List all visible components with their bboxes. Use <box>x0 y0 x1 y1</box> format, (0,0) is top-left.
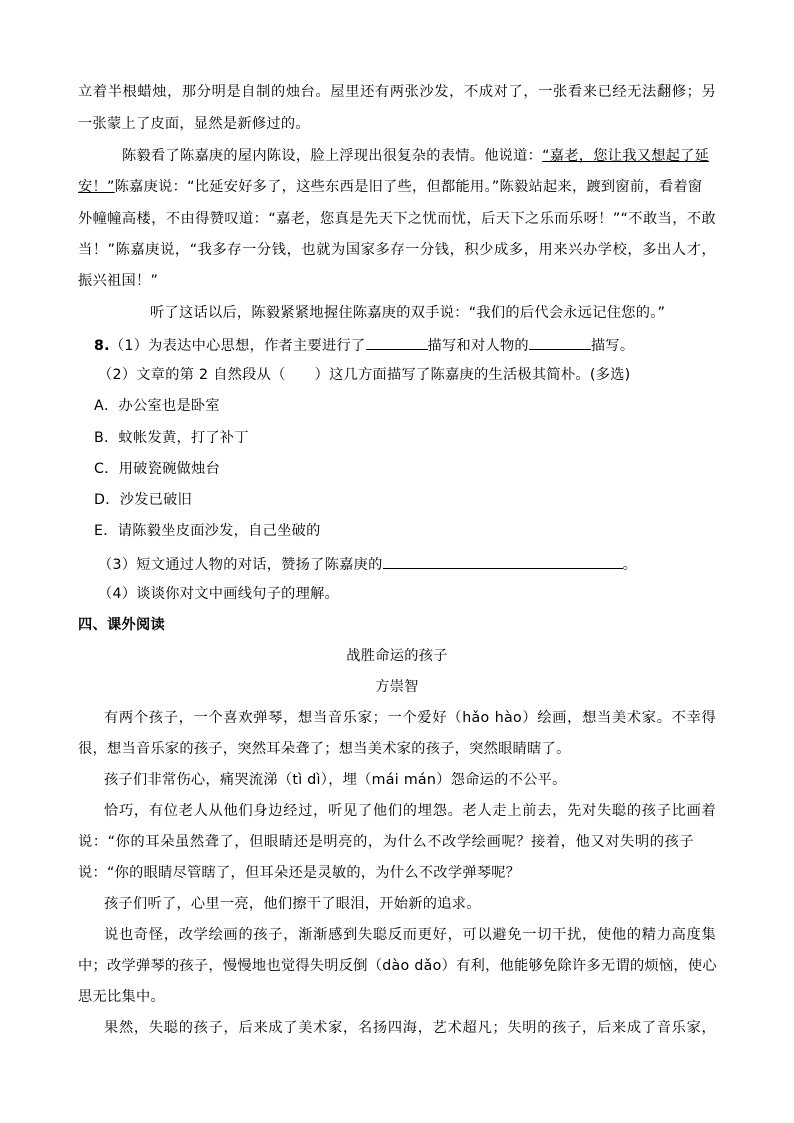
passage-title: 战胜命运的孩子 <box>346 648 448 664</box>
story-line: 振兴祖国！” <box>78 273 159 289</box>
passage-line: 中；改学弹琴的孩子，慢慢地也觉得失明反倒（dào dǎo）有利，他能够免除许多无谓的烦恼，使心 <box>78 958 717 974</box>
question-text: （3）短文通过人物的对话，赞扬了陈嘉庚的 <box>98 557 383 573</box>
passage-line: 果然，失聪的孩子，后来成了美术家，名扬四海，艺术超凡；失明的孩子，后来成了音乐家， <box>104 1020 716 1036</box>
question-text: 描写和对人物的 <box>427 338 529 354</box>
question-number: 8. <box>94 338 110 354</box>
story-line: 听了这话以后，陈毅紧紧地握住陈嘉庚的双手说：“我们的后代会永远记住您的。” <box>150 305 666 321</box>
story-line: 当！”陈嘉庚说，“我多存一分钱，也就为国家多存一分钱，积少成多，用来兴办学校，多出人才， <box>78 242 716 258</box>
question-text: （2）文章的第 2 自然段从（ ）这几方面描写了陈嘉庚的生活极其简朴。(多选) <box>98 367 631 383</box>
passage-line: 说：“你的眼睛尽管瞎了，但耳朵还是灵敏的，为什么不改学弹琴呢？ <box>78 865 521 881</box>
option-item[interactable]: B．蚊帐发黄，打了补丁 <box>94 430 249 446</box>
option-item[interactable]: E．请陈毅坐皮面沙发，自己坐破的 <box>94 523 321 539</box>
section-heading: 四、课外阅读 <box>78 617 165 633</box>
question-text <box>98 553 794 575</box>
passage-line: 很，想当音乐家的孩子，突然耳朵聋了；想当美术家的孩子，突然眼睛瞎了。 <box>78 741 571 757</box>
answer-blank[interactable] <box>366 334 428 350</box>
passage-line: 恰巧，有位老人从他们身边经过，听见了他们的埋怨。老人走上前去，先对失聪的孩子比画着 <box>104 803 716 819</box>
question-text: （4）谈谈你对文中画线句子的理解。 <box>98 586 340 602</box>
question-text: （1）为表达中心思想，作者主要进行了 <box>109 338 366 354</box>
story-line: 立着半根蜡烛，那分明是自制的烛台。屋里还有两张沙发，不成对了，一张看来已经无法翻修；另 <box>78 84 716 100</box>
question-text: 。 <box>622 557 638 573</box>
passage-line: 说：“你的耳朵虽然聋了，但眼睛还是明亮的，为什么不改学绘画呢？接着，他又对失明的孩子 <box>78 834 694 850</box>
answer-blank[interactable] <box>529 334 591 350</box>
passage-author: 方崇智 <box>375 679 419 695</box>
underlined-sentence: 安！” <box>78 179 115 195</box>
underlined-sentence: “嘉老，您让我又想起了延 <box>542 148 710 164</box>
story-text: 陈毅看了陈嘉庚的屋内陈设，脸上浮现出很复杂的表情。他说道： <box>122 148 543 164</box>
question-text: 描写。 <box>590 338 635 354</box>
option-item[interactable]: D．沙发已破旧 <box>94 492 193 508</box>
passage-line: 孩子们听了，心里一亮，他们擦干了眼泪，开始新的追求。 <box>104 896 481 912</box>
passage-line: 思无比集中。 <box>78 989 165 1005</box>
story-line <box>78 177 718 197</box>
option-item[interactable]: A．办公室也是卧室 <box>94 398 220 414</box>
story-line: 外幢幢高楼，不由得赞叹道：“嘉老，您真是先天下之忧而忧，后天下之乐而乐呀！”“不敢当，不敢 <box>78 211 716 227</box>
answer-blank[interactable] <box>383 553 623 569</box>
story-text: 陈嘉庚说：“比延安好多了，这些东西是旧了些，但都能用。”陈毅站起来，踱到窗前，看着窗 <box>114 179 703 195</box>
story-line: 一张蒙上了皮面，显然是新修过的。 <box>78 116 310 132</box>
option-item[interactable]: C．用破瓷碗做烛台 <box>94 461 221 477</box>
passage-line: 有两个孩子，一个喜欢弹琴，想当音乐家；一个爱好（hǎo hào）绘画，想当美术家。不幸得 <box>104 710 716 726</box>
question-8 <box>94 334 794 356</box>
passage-line: 说也奇怪，改学绘画的孩子，渐渐感到失聪反而更好，可以避免一切干扰，使他的精力高度集 <box>104 927 716 943</box>
passage-line: 孩子们非常伤心，痛哭流涕（tì dì），埋（mái mán）怨命运的不公平。 <box>104 772 567 788</box>
story-line <box>122 146 722 166</box>
